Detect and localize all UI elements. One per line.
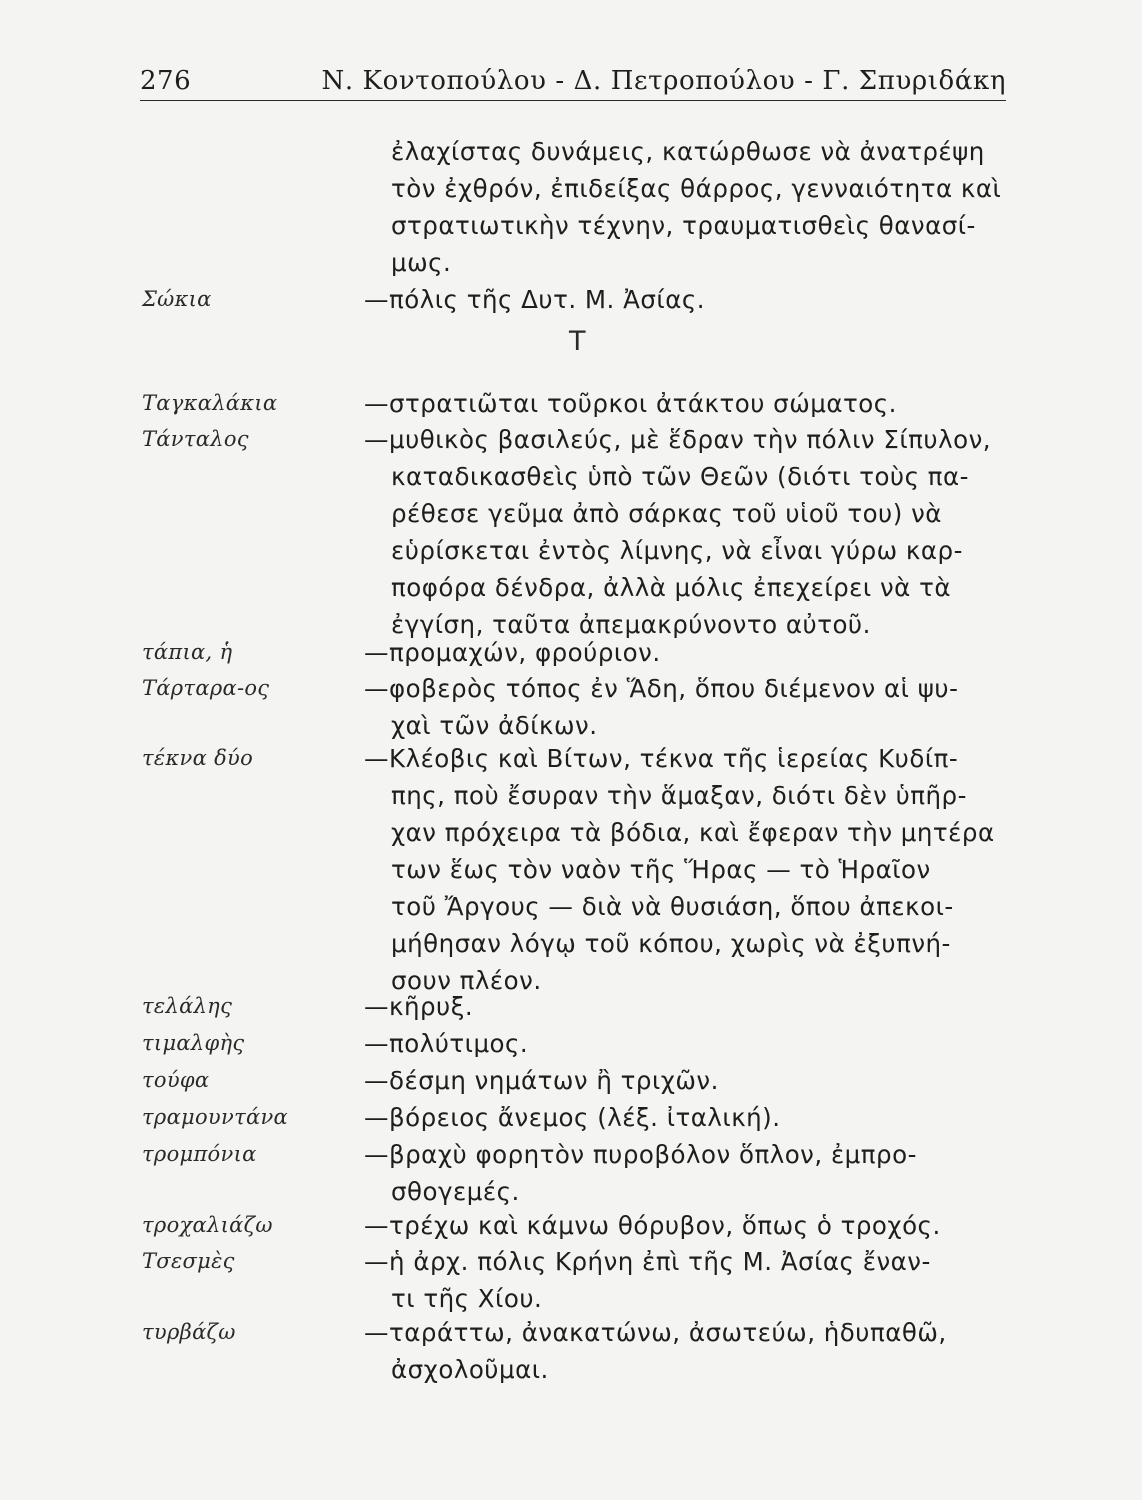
headword: Τάνταλος [142, 427, 249, 451]
definition-line: μως. [391, 248, 452, 277]
headword: τυρβάζω [142, 1320, 236, 1344]
definition-line: τι τῆς Χίου. [391, 1284, 543, 1313]
page-number: 276 [140, 66, 192, 96]
definition [364, 1025, 1004, 1062]
definition-line: καταδικασθεὶς ὑπὸ τῶν Θεῶν (διότι τοὺς πα- [391, 462, 970, 491]
definition-line: ποφόρα δένδρα, ἀλλὰ μόλις ἐπεχείρει νὰ τὰ [391, 573, 952, 602]
definition-line: χαὶ τῶν ἀδίκων. [391, 711, 598, 740]
running-head-authors: Ν. Κοντοπούλου - Δ. Πετροπούλου - Γ. Σπυριδάκη [321, 66, 1006, 96]
headword: τραμουντάνα [142, 1105, 289, 1129]
definition [364, 634, 1004, 671]
section-letter: Τ [569, 326, 586, 357]
definition-line: πης, ποὺ ἔσυραν τὴν ἅμαξαν, διότι δὲν ὑπῆρ- [391, 781, 967, 810]
definition-line: —πόλις τῆς Δυτ. Μ. Ἀσίας. [364, 285, 706, 314]
definition [364, 1136, 1004, 1210]
definition-line: —κῆρυξ. [364, 992, 474, 1021]
definition-line: ρέθεσε γεῦμα ἀπὸ σάρκας τοῦ υἱοῦ του) νὰ [391, 499, 942, 528]
definition-line: ἐλαχίστας δυνάμεις, κατώρθωσε νὰ ἀνατρέψη [391, 137, 985, 166]
definition [364, 1243, 1004, 1317]
definition-line: των ἕως τὸν ναὸν τῆς Ἥρας — τὸ Ἡραῖον [391, 855, 931, 884]
definition-line: —ταράττω, ἀνακατώνω, ἀσωτεύω, ἡδυπαθῶ, [364, 1318, 947, 1347]
definition-line: —πολύτιμος. [364, 1029, 529, 1058]
definition [364, 385, 1004, 422]
definition-line: —προμαχών, φρούριον. [364, 638, 661, 667]
definition-line: —τρέχω καὶ κάμνω θόρυβον, ὅπως ὁ τροχός. [364, 1211, 941, 1240]
headword: τιμαλφὴς [142, 1031, 245, 1055]
definition-line: στρατιωτικὴν τέχνην, τραυματισθεὶς θανασί- [391, 211, 976, 240]
headword: τελάλης [142, 994, 233, 1018]
headword: Τσεσμὲς [142, 1249, 235, 1273]
definition [364, 281, 1004, 318]
headword: Σώκια [142, 287, 212, 311]
definition [364, 670, 1004, 744]
definition-line: τοῦ Ἄργους — διὰ νὰ θυσιάση, ὅπου ἀπεκοι- [391, 892, 954, 921]
definition-line: —δέσμη νημάτων ἢ τριχῶν. [364, 1066, 719, 1095]
definition [364, 1099, 1004, 1136]
definition-line: χαν πρόχειρα τὰ βόδια, καὶ ἔφεραν τὴν μητέρα [391, 818, 995, 847]
definition-line: σθογεμές. [391, 1177, 520, 1206]
definition-line: —φοβερὸς τόπος ἐν Ἅδη, ὅπου διέμενον αἱ ψυ- [364, 674, 959, 703]
definition [364, 988, 1004, 1025]
definition [364, 421, 1004, 643]
headword: τροχαλιάζω [142, 1213, 273, 1237]
definition [364, 1314, 1004, 1388]
definition-line: σουν πλέον. [391, 966, 542, 995]
headword: τέκνα δύο [142, 746, 254, 770]
definition [364, 1207, 1004, 1244]
definition-line: —Κλέοβις καὶ Βίτων, τέκνα τῆς ἱερείας Κυδίπ- [364, 744, 959, 773]
definition [391, 133, 1004, 281]
headword: τούφα [142, 1068, 210, 1092]
definition-line: —βόρειος ἄνεμος (λέξ. ἰταλική). [364, 1103, 781, 1132]
headword: Ταγκαλάκια [142, 391, 278, 415]
definition-line: εὑρίσκεται ἐντὸς λίμνης, νὰ εἶναι γύρω καρ- [391, 536, 963, 565]
headword: Τάρταρα-ος [142, 676, 270, 700]
definition-line: —στρατιῶται τοῦρκοι ἀτάκτου σώματος. [364, 389, 897, 418]
definition-line: —ἡ ἀρχ. πόλις Κρήνη ἐπὶ τῆς Μ. Ἀσίας ἔναν- [364, 1247, 931, 1276]
definition-line: —βραχὺ φορητὸν πυροβόλον ὅπλον, ἐμπρο- [364, 1140, 917, 1169]
definition [364, 740, 1004, 999]
definition [364, 1062, 1004, 1099]
definition-line: μήθησαν λόγῳ τοῦ κόπου, χωρὶς νὰ ἐξυπνή- [391, 929, 951, 958]
definition-line: τὸν ἐχθρόν, ἐπιδείξας θάρρος, γενναιότητα καὶ [391, 174, 1002, 203]
definition-line: —μυθικὸς βασιλεύς, μὲ ἕδραν τὴν πόλιν Σίπυλον, [364, 425, 992, 454]
headword: τάπια, ἡ [142, 640, 233, 664]
definition-line: ἐγγίση, ταῦτα ἀπεμακρύνοντο αὐτοῦ. [391, 610, 871, 639]
definition-line: ἀσχολοῦμαι. [391, 1355, 549, 1384]
headword: τρομπόνια [142, 1142, 257, 1166]
